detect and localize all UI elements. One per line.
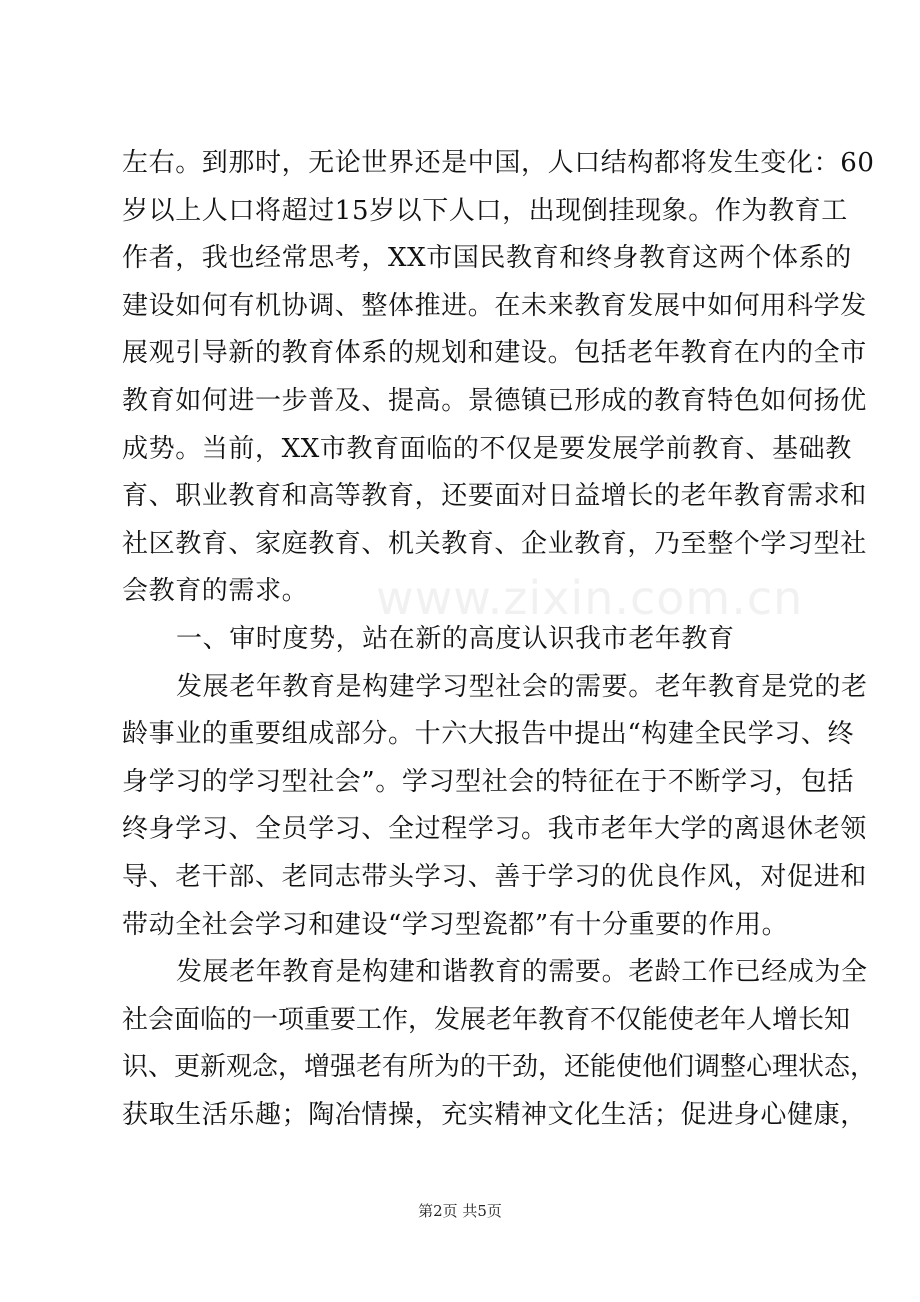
text-line: 身学习的学习型社会”。学习型社会的特征在于不断学习，包括	[122, 766, 855, 797]
text-line: 带动全社会学习和建设“学习型瓷都”有十分重要的作用。	[122, 909, 789, 940]
page-number-footer: 第2页 共5页	[418, 1202, 502, 1220]
paragraph-first-line: 发展老年教育是构建和谐教育的需要。老龄工作已经成为全	[176, 957, 868, 988]
text-line: 社区教育、家庭教育、机关教育、企业教育，乃至整个学习型社	[122, 528, 867, 559]
text-line: 作者，我也经常思考，XX市国民教育和终身教育这两个体系的	[122, 243, 852, 274]
text-line: 会教育的需求。	[122, 576, 309, 607]
section-heading: 一、审时度势，站在新的高度认识我市老年教育	[176, 623, 735, 654]
text-line: 岁以上人口将超过15岁以下人口，出现倒挂现象。作为教育工	[122, 195, 848, 226]
text-line: 导、老干部、老同志带头学习、善于学习的优良作风，对促进和	[122, 861, 867, 892]
text-line: 终身学习、全员学习、全过程学习。我市老年大学的离退休老领	[122, 814, 867, 845]
text-line: 龄事业的重要组成部分。十六大报告中提出“构建全民学习、终	[122, 719, 855, 750]
paragraph-first-line: 发展老年教育是构建学习型社会的需要。老年教育是党的老	[176, 671, 868, 702]
text-line: 左右。到那时，无论世界还是中国，人口结构都将发生变化：60	[122, 148, 875, 178]
text-line: 建设如何有机协调、整体推进。在未来教育发展中如何用科学发	[122, 290, 867, 321]
document-body	[122, 140, 877, 1139]
text-line: 教育如何进一步普及、提高。景德镇已形成的教育特色如何扬优	[122, 385, 867, 416]
text-line: 识、更新观念，增强老有所为的干劲，还能使他们调整心理状态，	[122, 1052, 877, 1083]
text-line: 展观引导新的教育体系的规划和建设。包括老年教育在内的全市	[122, 338, 867, 369]
watermark: www.zixin.com.cn	[376, 571, 804, 625]
text-line: 社会面临的一项重要工作，发展老年教育不仅能使老年人增长知	[122, 1004, 851, 1035]
text-line: 获取生活乐趣；陶冶情操，充实精神文化生活；促进身心健康，	[122, 1099, 867, 1130]
text-line: 成势。当前，XX市教育面临的不仅是要发展学前教育、基础教	[122, 433, 852, 464]
text-line: 育、职业教育和高等教育，还要面对日益增长的老年教育需求和	[122, 481, 867, 512]
